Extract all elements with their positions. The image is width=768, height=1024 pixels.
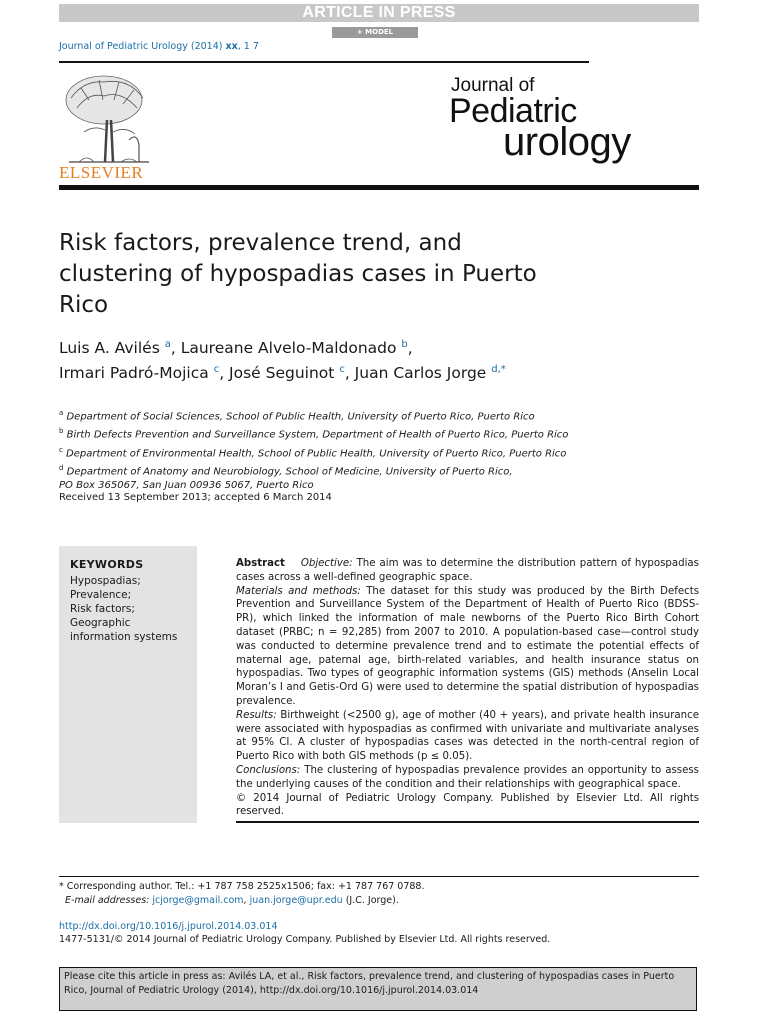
keywords-list bbox=[70, 574, 195, 644]
affiliation-key: d bbox=[59, 463, 64, 472]
citation-notice-box: Please cite this article in press as: Avilés LA, et al., Risk factors, prevalence trend, and clustering of hypospadias cases in Puerto Rico, Journal of Pediatric Urology (2014), http://dx.doi.org/10.1016/j.jpurol.2014.03.014 bbox=[59, 967, 697, 1011]
keyword-item: information systems bbox=[70, 631, 178, 643]
author-name: José Seguinot bbox=[229, 364, 335, 383]
author-name: Luis A. Avilés bbox=[59, 339, 160, 358]
keyword-item: Risk factors; bbox=[70, 603, 135, 615]
abstract-conclusions bbox=[236, 764, 699, 792]
author-affil-mark[interactable]: c bbox=[213, 364, 220, 376]
affiliation-text: PO Box 365067, San Juan 00936 5067, Puerto Rico bbox=[59, 480, 314, 492]
affiliation-item bbox=[59, 461, 699, 479]
conclusions-label: Conclusions: bbox=[236, 764, 301, 776]
author-name: Laureane Alvelo-Maldonado bbox=[180, 339, 397, 358]
affiliation-text: Department of Social Sciences, School of Public Health, University of Puerto Rico, Puerto Rico bbox=[66, 411, 535, 423]
objective-text: The aim was to determine the distribution pattern of hypospadias cases across a well-defined geographic space. bbox=[236, 558, 699, 583]
model-badge: + MODEL bbox=[332, 27, 418, 38]
author-sep: , bbox=[344, 364, 355, 383]
masthead-line-3: urology bbox=[503, 120, 631, 164]
affiliation-text: Birth Defects Prevention and Surveillance System, Department of Health of Puerto Rico, Puerto Rico bbox=[66, 429, 569, 441]
elsevier-wordmark: ELSEVIER bbox=[59, 163, 144, 182]
affiliation-key: b bbox=[59, 427, 64, 436]
results-label: Results: bbox=[236, 709, 277, 721]
abstract-objective bbox=[236, 557, 699, 585]
email-line: E-mail addresses: jcjorge@gmail.com, juan.jorge@upr.edu (J.C. Jorge). bbox=[65, 894, 399, 906]
issn-copyright: 1477-5131/© 2014 Journal of Pediatric Urology Company. Published by Elsevier Ltd. All rights reserved. bbox=[59, 934, 551, 945]
header-rule bbox=[59, 61, 589, 63]
affiliation-key: c bbox=[59, 445, 63, 454]
keywords-heading: KEYWORDS bbox=[70, 558, 144, 571]
email-link[interactable]: juan.jorge@upr.edu bbox=[249, 894, 343, 906]
affiliation-text: Department of Environmental Health, School of Public Health, University of Puerto Rico, Puerto Rico bbox=[66, 447, 567, 459]
footnote bbox=[59, 880, 699, 907]
author-affil-mark[interactable]: a bbox=[164, 339, 171, 350]
journal-citation-name: Journal of Pediatric Urology (2014) bbox=[59, 41, 223, 52]
article-title: Risk factors, prevalence trend, and clustering of hypospadias cases in Puerto Rico bbox=[59, 230, 537, 318]
abstract-copyright: © 2014 Journal of Pediatric Urology Company. Published by Elsevier Ltd. All rights reserved. bbox=[236, 792, 699, 818]
affiliation-item bbox=[59, 424, 699, 442]
abstract-methods bbox=[236, 585, 699, 709]
author-sep: , bbox=[219, 364, 230, 383]
methods-label: Materials and methods: bbox=[236, 585, 361, 597]
methods-text: The dataset for this study was produced by the Birth Defects Prevention and Surveillance System of the Department of Health of Puerto Rico (BDSS-PR), which linked the information of male newborns of the Puerto Rico Birth Cohort dataset (PRBC; n = 92,285) from 2007 to 2010. A population-based case—control study was conducted to determine prevalence trend and to estimate the potential effects of maternal age, paternal age, birth-related variables, and health insurance status on hypospadias. Two types of geographic information systems (GIS) methods (Anselin Local Moran’s I and Getis-Ord G) were used to determine the spatial distribution of hypospadias prevalence. bbox=[236, 585, 700, 707]
author-affil-mark[interactable]: c bbox=[339, 364, 345, 376]
abstract-rule bbox=[236, 821, 699, 823]
conclusions-text: The clustering of hypospadias prevalence provides an opportunity to assess the underlying causes of the condition and their relationships with geographical space. bbox=[236, 764, 699, 790]
abstract-results bbox=[236, 709, 699, 764]
masthead-line-1: Journal of bbox=[451, 75, 535, 96]
masthead-rule bbox=[59, 185, 699, 190]
author-list bbox=[59, 334, 699, 384]
doi-link[interactable]: http://dx.doi.org/10.1016/j.jpurol.2014.03.014 bbox=[59, 921, 278, 932]
results-text: Birthweight (<2500 g), age of mother (40 + years), and private health insurance were associated with hypospadias as confirmed with univariate and multivariate analyses at 95% CI. A cluster of hypospadias cases was detected in the north-central region of Puerto Rico with both GIS methods (p ≤ 0.05). bbox=[236, 709, 700, 763]
received-dates: Received 13 September 2013; accepted 6 March 2014 bbox=[59, 492, 332, 503]
objective-label: Objective: bbox=[300, 558, 353, 569]
affiliation-text: Department of Anatomy and Neurobiology, School of Medicine, University of Puerto Rico, bbox=[66, 466, 513, 478]
journal-masthead bbox=[449, 75, 699, 164]
keyword-item: Prevalence; bbox=[70, 589, 132, 601]
affiliations bbox=[59, 406, 699, 493]
email-label: E-mail addresses: bbox=[65, 894, 150, 906]
author-sep: , bbox=[170, 339, 181, 358]
journal-citation bbox=[59, 41, 259, 52]
email-link[interactable]: jcjorge@gmail.com bbox=[152, 894, 244, 906]
abstract-label: Abstract bbox=[236, 558, 285, 569]
journal-citation-volume: xx bbox=[225, 41, 238, 52]
masthead-line-2: Pediatric bbox=[449, 92, 577, 130]
keyword-item: Hypospadias; bbox=[70, 575, 141, 587]
abstract bbox=[236, 557, 699, 819]
article-in-press-banner: ARTICLE IN PRESS bbox=[59, 4, 699, 22]
corresponding-author-note: * Corresponding author. Tel.: +1 787 758 2525x1506; fax: +1 787 767 0788. bbox=[59, 881, 425, 892]
author-name: Juan Carlos Jorge bbox=[354, 364, 487, 383]
author-affil-mark[interactable]: d,* bbox=[491, 364, 506, 376]
journal-citation-pages: , 1 7 bbox=[237, 41, 259, 52]
author-name: Irmari Padró-Mojica bbox=[59, 364, 209, 383]
keyword-item: Geographic bbox=[70, 617, 131, 629]
author-affil-mark[interactable]: b bbox=[401, 339, 408, 350]
email-suffix: (J.C. Jorge). bbox=[345, 894, 399, 906]
footnote-rule bbox=[59, 876, 699, 877]
affiliation-item bbox=[59, 443, 699, 461]
affiliation-key: a bbox=[59, 409, 64, 417]
author-sep: , bbox=[407, 339, 413, 358]
affiliation-item bbox=[59, 406, 699, 424]
